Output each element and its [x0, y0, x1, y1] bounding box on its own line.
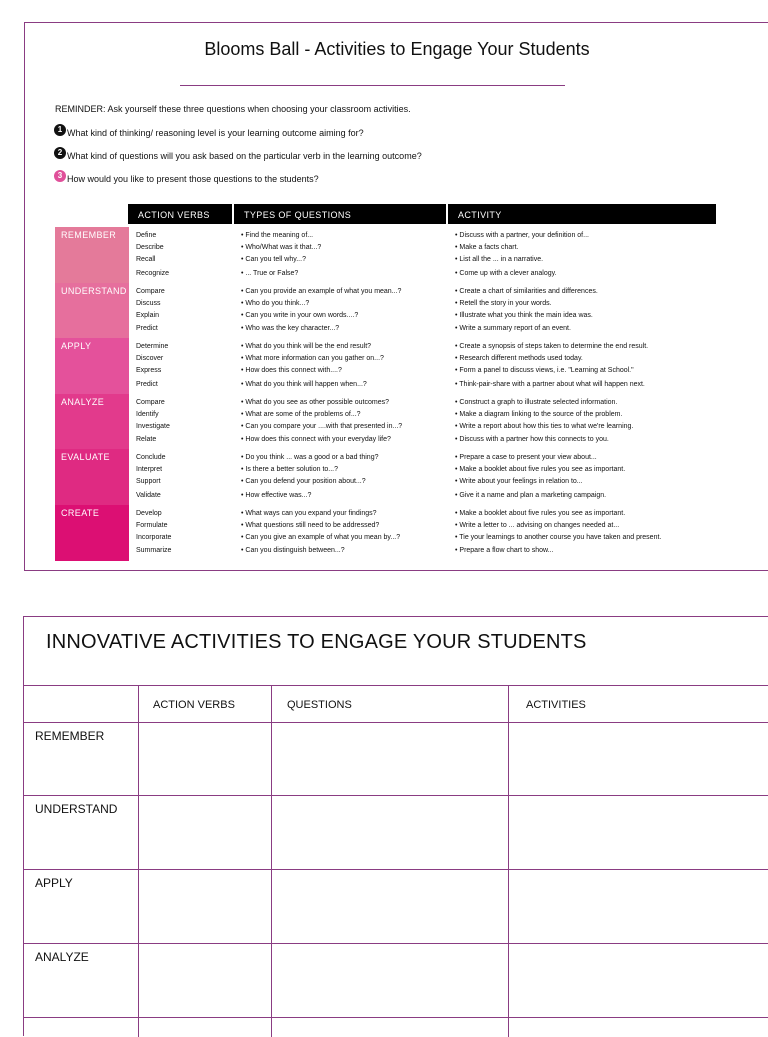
- activity-item: • Create a synopsis of steps taken to determine the end result.: [455, 343, 649, 350]
- activities-cell: [455, 397, 633, 447]
- reminder-text: REMINDER: Ask yourself these three questions when choosing your classroom activities.: [55, 104, 411, 114]
- table-rule: [24, 685, 768, 686]
- action-verb: Determine: [136, 343, 169, 350]
- table-column-rule: [508, 685, 509, 1037]
- activity-item: • Make a diagram linking to the source of the problem.: [455, 410, 623, 418]
- question-item: • Can you write in your own words....?: [241, 311, 359, 319]
- activity-item: • Write about your feelings in relation to...: [455, 478, 583, 486]
- activity-item: • Prepare a case to present your view about...: [455, 454, 597, 461]
- action-verb: Validate: [136, 491, 161, 499]
- activity-item: • Construct a graph to illustrate selected information.: [455, 398, 618, 406]
- action-verbs-cell: [136, 452, 166, 502]
- header-action-verbs: ACTION VERBS: [128, 204, 232, 224]
- title-divider: [180, 85, 565, 86]
- activity-item: • Make a booklet about five rules you see as important.: [455, 509, 626, 517]
- activity-item: • Make a facts chart.: [455, 244, 519, 252]
- activity-item: • List all the ... in a narrative.: [455, 256, 544, 264]
- column-header-action-verbs: ACTION VERBS: [153, 699, 235, 711]
- action-verb: Summarize: [136, 547, 172, 555]
- action-verb: Investigate: [136, 422, 170, 430]
- action-verbs-cell: [136, 230, 169, 280]
- activity-item: • Discuss with a partner how this connects to you.: [455, 436, 609, 444]
- question-item: • Can you provide an example of what you mean...?: [241, 287, 402, 295]
- activity-item: • Create a chart of similarities and differences.: [455, 287, 598, 295]
- action-verb: Predict: [136, 380, 158, 388]
- question-item: • Can you defend your position about...?: [241, 478, 366, 486]
- row-label-apply: APPLY: [35, 876, 73, 890]
- question-item: • What do you think will be the end result?: [241, 343, 372, 350]
- number-3-badge: 3: [54, 170, 66, 182]
- question-item: • What more information can you gather on...?: [241, 355, 384, 363]
- row-label-analyze: ANALYZE: [35, 950, 89, 964]
- level-label-remember: REMEMBER: [55, 227, 129, 283]
- action-verb: Define: [136, 232, 157, 239]
- table-rule: [24, 943, 768, 944]
- activities-cell: [455, 341, 648, 391]
- level-label-analyze: ANALYZE: [55, 394, 129, 450]
- action-verb: Formulate: [136, 521, 168, 529]
- activity-item: • Tie your learnings to another course you have taken and present.: [455, 533, 662, 541]
- question-item: • How does this connect with your everyday life?: [241, 436, 391, 444]
- column-header-activities: ACTIVITIES: [526, 699, 586, 711]
- questions-cell: [241, 452, 378, 502]
- level-label-create: CREATE: [55, 505, 129, 561]
- action-verbs-cell: [136, 286, 165, 336]
- guiding-question-text: What kind of thinking/ reasoning level is your learning outcome aiming for?: [67, 128, 364, 138]
- action-verb: Express: [136, 367, 162, 375]
- activities-cell: [455, 508, 661, 558]
- action-verb: Compare: [136, 398, 165, 406]
- questions-cell: [241, 341, 384, 391]
- action-verb: Incorporate: [136, 533, 172, 541]
- activities-cell: [455, 230, 589, 280]
- question-item: • Can you give an example of what you mean by...?: [241, 533, 401, 541]
- question-item: • What ways can you expand your findings?: [241, 509, 377, 517]
- question-item: • What questions still need to be addressed?: [241, 521, 380, 529]
- activity-item: • Give it a name and plan a marketing campaign.: [455, 491, 607, 499]
- number-1-badge: 1: [54, 124, 66, 136]
- questions-cell: [241, 397, 402, 447]
- question-item: • How does this connect with....?: [241, 367, 342, 375]
- action-verb: Compare: [136, 287, 165, 295]
- activity-item: • Make a booklet about five rules you see as important.: [455, 466, 626, 474]
- level-label-evaluate: EVALUATE: [55, 449, 129, 505]
- table-column-rule: [271, 685, 272, 1037]
- question-item: • Who/What was it that...?: [241, 244, 322, 252]
- table-rule: [24, 1017, 768, 1018]
- row-label-understand: UNDERSTAND: [35, 802, 118, 816]
- activity-item: • Form a panel to discuss views, i.e. "Learning at School.": [455, 367, 634, 375]
- action-verb: Relate: [136, 436, 157, 444]
- activity-item: • Think-pair-share with a partner about what will happen next.: [455, 380, 645, 388]
- action-verb: Develop: [136, 509, 162, 517]
- row-label-remember: REMEMBER: [35, 729, 105, 743]
- question-item: • What do you see as other possible outcomes?: [241, 398, 389, 406]
- table-column-rule: [138, 685, 139, 1037]
- questions-cell: [241, 286, 401, 336]
- question-item: • Is there a better solution to...?: [241, 466, 339, 474]
- question-item: • What are some of the problems of...?: [241, 410, 361, 418]
- worksheet-page-2: [23, 616, 768, 1036]
- action-verbs-cell: [136, 341, 168, 391]
- guiding-question-text: What kind of questions will you ask based on the particular verb in the learning outcome?: [67, 151, 422, 161]
- action-verbs-cell: [136, 397, 170, 447]
- table-rule: [24, 869, 768, 870]
- questions-cell: [241, 508, 400, 558]
- action-verb: Describe: [136, 244, 164, 252]
- activity-item: • Retell the story in your words.: [455, 299, 552, 307]
- guiding-question-1: [54, 127, 364, 139]
- action-verb: Recognize: [136, 269, 170, 277]
- questions-cell: [241, 230, 321, 280]
- action-verb: Conclude: [136, 454, 166, 461]
- activity-item: • Write a report about how this ties to what we're learning.: [455, 422, 634, 430]
- question-item: • Find the meaning of...: [241, 232, 314, 239]
- activity-item: • Research different methods used today.: [455, 355, 583, 363]
- activity-item: • Come up with a clever analogy.: [455, 269, 557, 277]
- level-label-apply: APPLY: [55, 338, 129, 394]
- activities-cell: [455, 452, 625, 502]
- activity-item: • Discuss with a partner, your definition of...: [455, 232, 589, 239]
- action-verbs-cell: [136, 508, 171, 558]
- activity-item: • Write a summary report of an event.: [455, 325, 571, 333]
- action-verb: Recall: [136, 256, 156, 264]
- table-rule: [24, 795, 768, 796]
- action-verb: Discuss: [136, 299, 161, 307]
- activity-item: • Write a letter to ... advising on changes needed at...: [455, 521, 620, 529]
- worksheet-page-1: [24, 22, 768, 571]
- question-item: • ... True or False?: [241, 269, 299, 277]
- page-2-title: INNOVATIVE ACTIVITIES TO ENGAGE YOUR STUDENTS: [46, 631, 587, 653]
- question-item: • Who was the key character...?: [241, 325, 340, 333]
- guiding-question-text: How would you like to present those questions to the students?: [67, 174, 319, 184]
- guiding-question-3: [54, 173, 319, 185]
- question-item: • Can you distinguish between...?: [241, 547, 345, 555]
- question-item: • Do you think ... was a good or a bad thing?: [241, 454, 379, 461]
- action-verb: Identify: [136, 410, 159, 418]
- table-rule: [24, 722, 768, 723]
- header-activity: ACTIVITY: [448, 204, 716, 224]
- activity-item: • Prepare a flow chart to show...: [455, 547, 554, 555]
- action-verb: Predict: [136, 325, 158, 333]
- action-verb: Explain: [136, 311, 159, 319]
- question-item: • Who do you think...?: [241, 299, 310, 307]
- header-types-of-questions: TYPES OF QUESTIONS: [234, 204, 446, 224]
- action-verb: Interpret: [136, 466, 163, 474]
- action-verb: Support: [136, 478, 161, 486]
- question-item: • How effective was...?: [241, 491, 312, 499]
- action-verb: Discover: [136, 355, 164, 363]
- page-title: Blooms Ball - Activities to Engage Your Students: [204, 39, 590, 59]
- number-2-badge: 2: [54, 147, 66, 159]
- question-item: • Can you tell why...?: [241, 256, 306, 264]
- question-item: • What do you think will happen when...?: [241, 380, 367, 388]
- activity-item: • Illustrate what you think the main idea was.: [455, 311, 593, 319]
- activities-cell: [455, 286, 598, 336]
- level-label-understand: UNDERSTAND: [55, 283, 129, 339]
- question-item: • Can you compare your ....with that presented in...?: [241, 422, 403, 430]
- column-header-questions: QUESTIONS: [287, 699, 352, 711]
- guiding-question-2: [54, 150, 422, 162]
